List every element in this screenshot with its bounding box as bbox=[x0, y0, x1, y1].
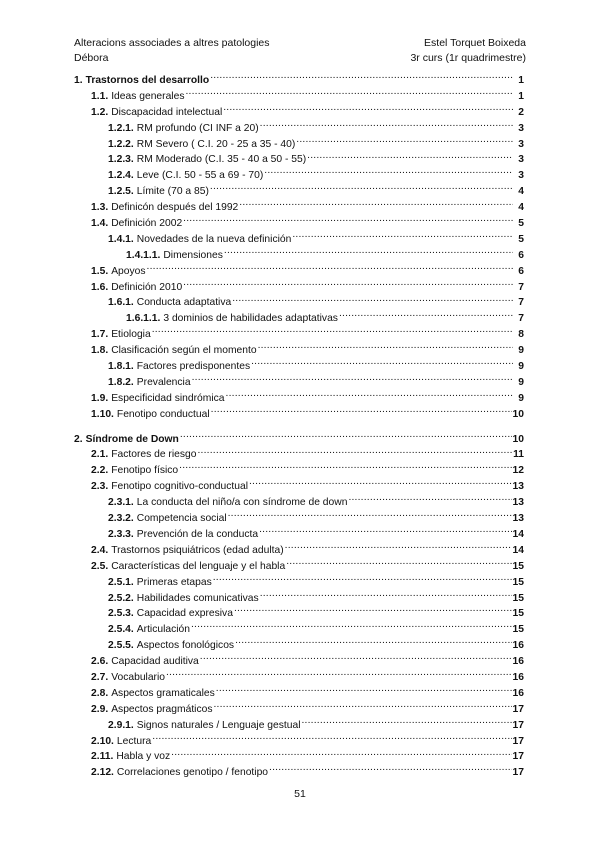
toc-entry-number: 1.8. bbox=[91, 345, 109, 357]
toc-entry-number: 2.7. bbox=[91, 671, 109, 683]
toc-entry[interactable] bbox=[74, 748, 524, 764]
toc-entry[interactable] bbox=[74, 120, 524, 136]
toc-entry-title: Definición 2002 bbox=[111, 218, 183, 230]
toc-leader-dots bbox=[171, 748, 511, 759]
toc-leader-dots bbox=[260, 120, 513, 131]
toc-entry-number: 2.3. bbox=[91, 481, 109, 493]
toc-leader-dots bbox=[210, 183, 513, 194]
toc-entry-title: Clasificación según el momento bbox=[111, 345, 257, 357]
toc-entry-number: 1.6.1. bbox=[108, 297, 134, 309]
toc-entry-page: 17 bbox=[512, 735, 524, 747]
toc-entry-page: 14 bbox=[512, 528, 524, 540]
toc-entry-page: 6 bbox=[518, 249, 524, 261]
toc-entry-title: Aspectos fonológicos bbox=[136, 640, 235, 652]
toc-entry[interactable] bbox=[74, 590, 524, 606]
toc-entry[interactable] bbox=[74, 446, 524, 462]
toc-entry[interactable] bbox=[74, 669, 524, 685]
toc-entry-number: 1.9. bbox=[91, 392, 109, 404]
toc-entry-page: 5 bbox=[518, 233, 524, 245]
toc-leader-dots bbox=[214, 701, 512, 712]
toc-entry-number: 1.2.3. bbox=[108, 154, 134, 166]
header-row-2 bbox=[74, 51, 526, 66]
toc-entry-title: Habilidades comunicativas bbox=[136, 592, 259, 604]
toc-entry-title: RM Moderado (C.I. 35 - 40 a 50 - 55) bbox=[136, 154, 307, 166]
toc-entry[interactable] bbox=[74, 733, 524, 749]
toc-entry-page: 14 bbox=[512, 544, 524, 556]
toc-entry[interactable] bbox=[74, 494, 524, 510]
toc-entry[interactable] bbox=[74, 462, 524, 478]
toc-entry[interactable] bbox=[74, 374, 524, 390]
toc-entry[interactable] bbox=[74, 247, 524, 263]
toc-entry[interactable] bbox=[74, 542, 524, 558]
toc-entry-number: 2.6. bbox=[91, 656, 109, 668]
toc-entry[interactable] bbox=[74, 637, 524, 653]
header-row-1 bbox=[74, 36, 526, 51]
toc-entry-number: 2.5.1. bbox=[108, 576, 134, 588]
toc-entry-title: Factores de riesgo bbox=[111, 449, 197, 461]
toc-entry-title: Dimensiones bbox=[163, 249, 223, 261]
toc-entry[interactable] bbox=[74, 279, 524, 295]
toc-entry-page: 3 bbox=[518, 170, 524, 182]
toc-entry[interactable] bbox=[74, 701, 524, 717]
toc-entry-title: Vocabulario bbox=[111, 671, 165, 683]
table-of-contents bbox=[74, 72, 524, 780]
toc-entry-title: Límite (70 a 85) bbox=[136, 186, 209, 198]
toc-entry-number: 2.2. bbox=[91, 465, 109, 477]
toc-entry-page: 3 bbox=[518, 122, 524, 134]
toc-entry-page: 2 bbox=[518, 106, 524, 118]
toc-entry-page: 7 bbox=[518, 297, 524, 309]
toc-entry[interactable] bbox=[74, 104, 524, 120]
toc-leader-dots bbox=[307, 151, 513, 162]
toc-leader-dots bbox=[269, 764, 512, 775]
toc-entry-title: Novedades de la nueva definición bbox=[136, 233, 292, 245]
toc-entry-page: 13 bbox=[512, 497, 524, 509]
toc-entry-page: 1 bbox=[518, 90, 524, 102]
toc-entry-number: 2.9.1. bbox=[108, 719, 134, 731]
toc-entry-page: 15 bbox=[512, 592, 524, 604]
toc-entry[interactable] bbox=[74, 431, 524, 447]
toc-entry-title: Características del lenguaje y el habla bbox=[111, 560, 286, 572]
toc-entry-page: 8 bbox=[518, 329, 524, 341]
toc-entry-page: 15 bbox=[512, 560, 524, 572]
toc-entry-title: Trastornos psiquiátricos (edad adulta) bbox=[111, 544, 284, 556]
toc-entry-page: 9 bbox=[518, 376, 524, 388]
toc-entry-title: Definición 2010 bbox=[111, 281, 183, 293]
toc-entry-title: RM Severo ( C.I. 20 - 25 a 35 - 40) bbox=[136, 138, 296, 150]
toc-entry-title: Correlaciones genotipo / fenotipo bbox=[116, 767, 269, 779]
toc-entry-number: 2.9. bbox=[91, 703, 109, 715]
toc-entry-number: 1.2. bbox=[91, 106, 109, 118]
toc-entry-title: Capacidad expresiva bbox=[136, 608, 233, 620]
toc-entry-number: 2.3.2. bbox=[108, 513, 134, 525]
toc-entry[interactable] bbox=[74, 88, 524, 104]
toc-entry-title: Fenotipo físico bbox=[111, 465, 179, 477]
toc-entry-page: 12 bbox=[512, 465, 524, 477]
toc-leader-dots bbox=[264, 167, 513, 178]
toc-entry-number: 2.10. bbox=[91, 735, 114, 747]
toc-entry-number: 1.5. bbox=[91, 265, 109, 277]
toc-entry[interactable] bbox=[74, 526, 524, 542]
toc-entry-page: 17 bbox=[512, 767, 524, 779]
toc-entry-number: 1.2.1. bbox=[108, 122, 134, 134]
toc-leader-dots bbox=[292, 231, 513, 242]
toc-entry[interactable] bbox=[74, 294, 524, 310]
page-number: 51 bbox=[294, 788, 306, 800]
header-teacher: Débora bbox=[74, 52, 109, 64]
section-gap bbox=[74, 422, 524, 431]
toc-entry-page: 9 bbox=[518, 392, 524, 404]
toc-entry-page: 10 bbox=[512, 433, 524, 445]
toc-leader-dots bbox=[213, 574, 512, 585]
toc-entry-number: 1.4.1.1. bbox=[126, 249, 161, 261]
toc-entry-page: 1 bbox=[518, 75, 524, 86]
toc-leader-dots bbox=[285, 542, 512, 553]
toc-entry-number: 2.3.1. bbox=[108, 497, 134, 509]
toc-leader-dots bbox=[302, 717, 512, 728]
toc-leader-dots bbox=[211, 406, 512, 417]
toc-entry-page: 15 bbox=[512, 624, 524, 636]
toc-entry-number: 1.6.1.1. bbox=[126, 313, 161, 325]
header-author: Estel Torquet Boixeda bbox=[424, 37, 526, 49]
toc-entry-page: 3 bbox=[518, 138, 524, 150]
toc-leader-dots bbox=[180, 431, 512, 442]
toc-entry-number: 1.10. bbox=[91, 408, 114, 420]
page-header bbox=[74, 36, 526, 66]
toc-leader-dots bbox=[191, 621, 512, 632]
toc-entry[interactable] bbox=[74, 478, 524, 494]
header-course-title: Alteracions associades a altres patologies bbox=[74, 37, 270, 49]
toc-leader-dots bbox=[251, 358, 513, 369]
toc-entry-title: Aspectos pragmáticos bbox=[111, 703, 213, 715]
toc-entry-page: 4 bbox=[518, 186, 524, 198]
toc-entry-title: Ideas generales bbox=[111, 90, 185, 102]
toc-leader-dots bbox=[216, 685, 512, 696]
toc-leader-dots bbox=[235, 637, 511, 648]
toc-entry-number: 1.8.2. bbox=[108, 376, 134, 388]
toc-entry-number: 2.5. bbox=[91, 560, 109, 572]
toc-entry-title: Trastornos del desarrollo bbox=[85, 75, 210, 86]
toc-entry-number: 2.12. bbox=[91, 767, 114, 779]
toc-entry-number: 2.5.5. bbox=[108, 640, 134, 652]
toc-entry-title: Prevalencia bbox=[136, 376, 191, 388]
toc-entry-title: Especificidad sindrómica bbox=[111, 392, 225, 404]
toc-entry-title: Fenotipo cognitivo-conductual bbox=[111, 481, 248, 493]
toc-entry-title: Prevención de la conducta bbox=[136, 528, 259, 540]
toc-leader-dots bbox=[226, 390, 513, 401]
toc-leader-dots bbox=[232, 294, 513, 305]
toc-entry-page: 7 bbox=[518, 281, 524, 293]
toc-entry-title: Apoyos bbox=[111, 265, 146, 277]
toc-leader-dots bbox=[166, 669, 512, 680]
toc-entry-number: 1.7. bbox=[91, 329, 109, 341]
header-term: 3r curs (1r quadrimestre) bbox=[410, 52, 526, 64]
toc-entry-page: 16 bbox=[512, 687, 524, 699]
toc-entry-title: Leve (C.I. 50 - 55 a 69 - 70) bbox=[136, 170, 264, 182]
toc-entry-page: 15 bbox=[512, 576, 524, 588]
toc-entry-number: 2.5.2. bbox=[108, 592, 134, 604]
toc-leader-dots bbox=[210, 72, 513, 83]
toc-entry-title: Competencia social bbox=[136, 513, 227, 525]
toc-entry-page: 16 bbox=[512, 656, 524, 668]
toc-entry-number: 2.1. bbox=[91, 449, 109, 461]
toc-leader-dots bbox=[152, 733, 511, 744]
toc-entry-number: 2. bbox=[74, 433, 83, 445]
toc-entry-title: Síndrome de Down bbox=[85, 433, 179, 445]
toc-entry-page: 17 bbox=[512, 751, 524, 763]
toc-leader-dots bbox=[200, 653, 512, 664]
toc-entry-page: 6 bbox=[518, 265, 524, 277]
toc-leader-dots bbox=[348, 494, 511, 505]
toc-entry[interactable] bbox=[74, 406, 524, 422]
toc-entry[interactable] bbox=[74, 685, 524, 701]
toc-entry-page: 4 bbox=[518, 202, 524, 214]
toc-entry-title: La conducta del niño/a con síndrome de down bbox=[136, 497, 348, 509]
toc-entry[interactable] bbox=[74, 510, 524, 526]
toc-entry[interactable] bbox=[74, 342, 524, 358]
toc-entry-number: 1.3. bbox=[91, 202, 109, 214]
toc-leader-dots bbox=[234, 605, 512, 616]
toc-entry[interactable] bbox=[74, 263, 524, 279]
toc-entry-number: 1.1. bbox=[91, 90, 109, 102]
toc-entry-number: 1.2.5. bbox=[108, 186, 134, 198]
toc-leader-dots bbox=[259, 526, 511, 537]
toc-leader-dots bbox=[339, 310, 513, 321]
toc-entry-title: Aspectos gramaticales bbox=[111, 687, 215, 699]
toc-entry-page: 15 bbox=[512, 608, 524, 620]
toc-entry-title: Factores predisponentes bbox=[136, 361, 251, 373]
toc-leader-dots bbox=[296, 136, 513, 147]
toc-entry[interactable] bbox=[74, 764, 524, 780]
toc-entry[interactable] bbox=[74, 167, 524, 183]
toc-leader-dots bbox=[239, 199, 513, 210]
toc-entry-title: Discapacidad intelectual bbox=[111, 106, 223, 118]
toc-entry[interactable] bbox=[74, 151, 524, 167]
toc-leader-dots bbox=[183, 279, 513, 290]
toc-entry-title: Conducta adaptativa bbox=[136, 297, 232, 309]
toc-entry-title: Capacidad auditiva bbox=[111, 656, 199, 668]
toc-leader-dots bbox=[179, 462, 511, 473]
toc-entry-number: 1.4. bbox=[91, 218, 109, 230]
toc-entry[interactable] bbox=[74, 183, 524, 199]
toc-entry-number: 2.8. bbox=[91, 687, 109, 699]
toc-entry-page: 10 bbox=[512, 408, 524, 420]
toc-leader-dots bbox=[192, 374, 513, 385]
toc-entry[interactable] bbox=[74, 72, 524, 88]
toc-entry-page: 13 bbox=[512, 481, 524, 493]
toc-entry-page: 17 bbox=[512, 719, 524, 731]
toc-entry[interactable] bbox=[74, 621, 524, 637]
toc-entry-number: 2.4. bbox=[91, 544, 109, 556]
toc-entry-page: 9 bbox=[518, 345, 524, 357]
toc-leader-dots bbox=[147, 263, 513, 274]
toc-entry-page: 16 bbox=[512, 640, 524, 652]
toc-leader-dots bbox=[152, 326, 513, 337]
toc-entry-page: 9 bbox=[518, 361, 524, 373]
toc-leader-dots bbox=[258, 342, 513, 353]
toc-entry-title: Articulación bbox=[136, 624, 190, 636]
toc-leader-dots bbox=[249, 478, 512, 489]
toc-entry-title: Definicón después del 1992 bbox=[111, 202, 239, 214]
toc-entry[interactable] bbox=[74, 199, 524, 215]
toc-entry-title: 3 dominios de habilidades adaptativas bbox=[163, 313, 338, 325]
toc-entry-number: 1.4.1. bbox=[108, 233, 134, 245]
toc-entry-page: 16 bbox=[512, 671, 524, 683]
toc-entry[interactable] bbox=[74, 390, 524, 406]
toc-entry-page: 5 bbox=[518, 218, 524, 230]
toc-entry-number: 2.11. bbox=[91, 751, 114, 763]
toc-entry-number: 2.3.3. bbox=[108, 528, 134, 540]
toc-entry-page: 11 bbox=[513, 449, 524, 461]
toc-entry-number: 1.2.4. bbox=[108, 170, 134, 182]
toc-entry-title: Habla y voz bbox=[116, 751, 171, 763]
toc-entry[interactable] bbox=[74, 574, 524, 590]
toc-entry-page: 13 bbox=[512, 513, 524, 525]
toc-entry-number: 1.8.1. bbox=[108, 361, 134, 373]
toc-entry-title: RM profundo (CI INF a 20) bbox=[136, 122, 259, 134]
toc-leader-dots bbox=[260, 590, 512, 601]
toc-entry[interactable] bbox=[74, 136, 524, 152]
toc-leader-dots bbox=[286, 558, 511, 569]
toc-entry[interactable] bbox=[74, 231, 524, 247]
toc-entry[interactable] bbox=[74, 605, 524, 621]
toc-leader-dots bbox=[197, 446, 512, 457]
toc-entry-title: Primeras etapas bbox=[136, 576, 212, 588]
toc-entry-number: 2.5.3. bbox=[108, 608, 134, 620]
toc-entry-page: 17 bbox=[512, 703, 524, 715]
toc-entry-title: Signos naturales / Lenguaje gestual bbox=[136, 719, 301, 731]
toc-leader-dots bbox=[228, 510, 512, 521]
toc-entry-page: 7 bbox=[518, 313, 524, 325]
toc-entry-title: Etiologia bbox=[111, 329, 151, 341]
toc-leader-dots bbox=[223, 104, 513, 115]
toc-entry[interactable] bbox=[74, 310, 524, 326]
toc-entry-number: 2.5.4. bbox=[108, 624, 134, 636]
toc-entry-title: Fenotipo conductual bbox=[116, 408, 210, 420]
toc-entry[interactable] bbox=[74, 215, 524, 231]
toc-entry[interactable] bbox=[74, 326, 524, 342]
toc-entry-page: 3 bbox=[518, 154, 524, 166]
toc-entry[interactable] bbox=[74, 653, 524, 669]
toc-entry-number: 1.6. bbox=[91, 281, 109, 293]
toc-leader-dots bbox=[224, 247, 513, 258]
toc-entry-number: 1. bbox=[74, 75, 83, 86]
toc-entry-title: Lectura bbox=[116, 735, 152, 747]
toc-leader-dots bbox=[183, 215, 513, 226]
toc-entry[interactable] bbox=[74, 558, 524, 574]
toc-leader-dots bbox=[185, 88, 513, 99]
toc-entry[interactable] bbox=[74, 358, 524, 374]
toc-entry-number: 1.2.2. bbox=[108, 138, 134, 150]
toc-entry[interactable] bbox=[74, 717, 524, 733]
